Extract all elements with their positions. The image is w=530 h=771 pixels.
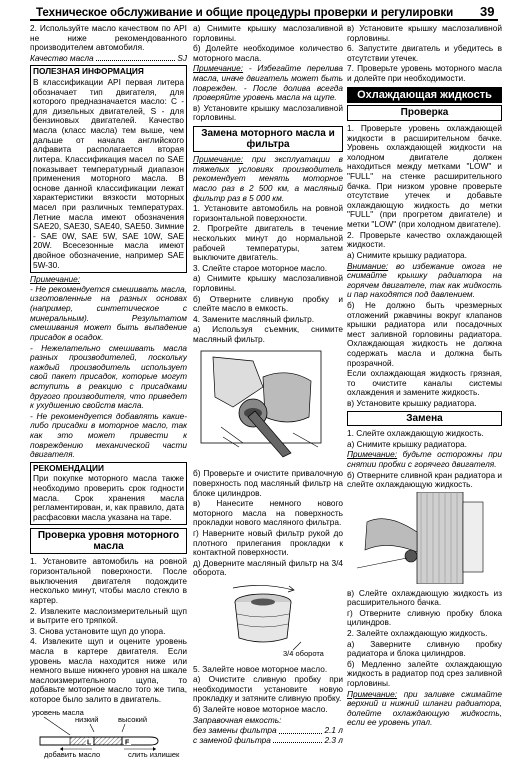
step: г) Отверните сливную пробку блока цилиндров.: [347, 607, 502, 628]
mark-f: F: [125, 739, 130, 747]
column-2: [193, 24, 343, 745]
page-title: Техническое обслуживание и общие процедуры проверки и регулировки: [36, 6, 454, 19]
capacity-row-label: с заменой фильтра: [193, 734, 271, 745]
capacity-row-value: 2.1 л: [324, 725, 343, 736]
info-box-text: В классификации API первая литера обозначает тип двигателя, для которого предназначается масло: С - для дизельных двигателей, S - для бензиновых двигателей. Качество масла (класс масла) тем выше, чем дальше от начала английского алфавита располагается вторая литера. Классификация масел по SAE показывает температурный диапазон применения моторного масла. В основе данной классификации лежат характеристики вязкости моторных масел при различных температурах. Летние масла имеют обозначения SAE20, SAE30, SAE40, SAE50. Зимние - SAE 0W, SAE 5W, SAE 10W, SAE 20W. Всесезонные масла имеют двойное обозначение, например SAE 5W-30.: [33, 77, 184, 270]
filter-removal-figure: [193, 347, 343, 468]
info-box-title: ПОЛЕЗНАЯ ИНФОРМАЦИЯ: [33, 66, 144, 77]
oil-quality-value: SJ: [177, 52, 187, 63]
oil-quality-label: Качество масла: [30, 52, 94, 63]
step: 4. Замените масляный фильтр.: [193, 313, 314, 324]
step: 6. Запустите двигатель и убедитесь в отсутствии утечек.: [347, 43, 502, 63]
warning-label: Внимание:: [347, 260, 389, 271]
column-3: [347, 24, 502, 729]
step: а) Очистите сливную пробку при необходимости установите новую прокладку и затяните сливную пробку.: [193, 674, 343, 704]
step: 3. Слейте старое моторное масло.: [193, 262, 328, 273]
recommendation-title: РЕКОМЕНДАЦИИ: [33, 462, 104, 473]
chapter-title-coolant: Охлаждающая жидкость: [347, 87, 502, 104]
dipstick-illustration: [30, 707, 187, 767]
step: а) Снимите крышку маслозаливной горловины.: [193, 24, 343, 43]
note-item: - Не рекомендуется добавлять какие-либо присадки в моторное масло, так как это может привести к повреждению механической части двигателя.: [30, 410, 187, 460]
step: а) Снимите крышку радиатора.: [347, 438, 467, 449]
step: 2. Извлеките маслоизмерительный щуп и вытрите его тряпкой.: [30, 605, 187, 626]
step: 1. Установите автомобиль на ровной горизонтальной поверхности.: [193, 203, 343, 223]
step: 1. Слейте охлаждающую жидкость.: [347, 428, 484, 439]
warning: [347, 262, 502, 300]
mark-l: L: [87, 739, 92, 747]
step: в) Слейте охлаждающую жидкость из расширительного бачка.: [347, 587, 502, 608]
step: в) Установите крышку радиатора.: [347, 398, 477, 409]
step: 2. Проверьте качество охлаждающей жидкости.: [347, 229, 502, 250]
note-text: при заливке сжимайте верхний и нижний шланги радиатора, долейте охлаждающую жидкость, если ее уровень упал.: [347, 688, 502, 728]
note-item: - Нежелательно смешивать масла разных производителей, поскольку каждый производитель использует свой пакет присадок, которые могут вступить в реакцию с присадками другого производителя, что приведет к ухудшению свойств масла.: [30, 342, 187, 411]
dot-leader: [273, 742, 323, 743]
page-header: [0, 0, 530, 22]
info-box: [30, 65, 187, 273]
step: д) Доверните масляный фильтр на 3/4 оборота.: [193, 557, 343, 578]
paragraph: 2. Используйте масло качеством по API не ниже рекомендованного производителем автомобиля.: [30, 24, 187, 53]
step: 1. Установите автомобиль на ровной горизонтальной поверхности. После выключения двигателя подождите несколько минут, чтобы масло стекло в картер.: [30, 556, 187, 605]
radiator-drain-figure: [347, 492, 502, 587]
high-label: высокий: [118, 714, 148, 724]
dot-leader: [96, 60, 176, 61]
note: [193, 64, 343, 102]
capacity-row-value: 2.3 л: [324, 734, 343, 745]
step: б) Долейте необходимое количество моторного масла.: [193, 43, 343, 63]
note-text: будьте осторожны при снятии пробки с горячего двигателя.: [347, 449, 502, 470]
filter-removal-illustration: [193, 347, 343, 465]
note-label: Примечание:: [193, 63, 244, 74]
step: б) Залейте новое моторное масло.: [193, 704, 328, 715]
section-title-oil-level: Проверка уровня моторного масла: [30, 528, 187, 554]
note-text: - Избегайте перелива масла, иначе двигатель может быть поврежден. - После долива всегда проверяйте уровень масла на щупе.: [193, 63, 343, 103]
step: 2. Прогрейте двигатель в течение нескольких минут до нормальной рабочей температуры, затем выключите двигатель.: [193, 223, 343, 263]
section-title-check: Проверка: [347, 105, 502, 121]
step: 3. Снова установите щуп до упора.: [30, 625, 166, 636]
warning-text: во избежание ожога не снимайте крышку радиатора на горячем двигателе, так как жидкость и пар находятся под давлением.: [347, 260, 502, 300]
oil-level-label: уровень масла: [32, 707, 84, 717]
step: б) Медленно залейте охлаждающую жидкость в радиатор под срез заливной горловины.: [347, 658, 502, 689]
note-label: Примечание:: [193, 154, 244, 165]
filter-install-figure: [193, 580, 343, 663]
step: г) Наверните новый фильтр рукой до плотного прилегания прокладки к контактной поверхности.: [193, 527, 343, 558]
step: а) Снимите крышку радиатора.: [347, 249, 467, 260]
filter-install-illustration: [193, 580, 343, 660]
note: [347, 450, 502, 469]
note-text: при эксплуатации в тяжелых условиях производитель рекомендует менять моторное масло раз в 2 500 км, а масляный фильтр раз в 5 000 км.: [193, 154, 343, 203]
note-label: Примечание:: [347, 688, 398, 699]
recommendation-text: При покупке моторного масла также необходимо проверить срок годности масла. Срок хранения масла регламентирован, и, как правило, дата расфасовки масла указана на таре.: [33, 473, 184, 522]
three-quarter-turn-label: 3/4 оборота: [283, 648, 324, 658]
section-title-replace: Замена: [347, 411, 502, 427]
page-number: 39: [480, 4, 495, 19]
dipstick-figure: [30, 707, 187, 770]
header-rule: [30, 19, 498, 21]
column-1: [30, 24, 187, 771]
step: в) Установите крышку маслозаливной горловины.: [347, 24, 502, 43]
capacity-label: Заправочная емкость:: [193, 714, 282, 725]
step: 7. Проверьте уровень моторного масла и долейте при необходимости.: [347, 63, 502, 84]
step: Если охлаждающая жидкость грязная, то очистите каналы системы охлаждения и замените жидкость.: [347, 368, 502, 398]
step: а) Заверните сливную пробку радиатора и блока цилиндров.: [347, 638, 502, 659]
step: 1. Проверьте уровень охлаждающей жидкости в расширительном бачке. Уровень охлаждающей жидкости на холодном двигателе должен находиться между метками "LOW" и "FULL" на стенке расширительного бачка. При низком уровне проверьте отсутствие утечек и добавьте охлаждающую жидкость до метки "FULL" (при прогретом двигателе) и метки "LOW" (при холодном двигателе).: [347, 123, 502, 230]
note-label: Примечание:: [347, 449, 398, 460]
step: 4. Извлеките щуп и оцените уровень масла в картере двигателя. Если уровень масла находится ниже или немного выше нижнего уровня на шкале маслоизмерительного щупа, то добавьте моторное масло того же типа, которое было залито в двигатель.: [30, 636, 187, 704]
oil-quality-line: [30, 54, 187, 64]
section-title-oil-change: Замена моторного масла и фильтра: [193, 126, 343, 152]
step: а) Снимите крышку маслозаливной горловины.: [193, 273, 343, 294]
radiator-drain-illustration: [347, 492, 502, 584]
step: б) Проверьте и очистите привалочную поверхность под масляный фильтр на блоке цилиндров.: [193, 468, 343, 498]
note-item: - Не рекомендуется смешивать масла, изготовленные на разных основах (например, синтетическое с минеральным). Результатом смешивания может быть выпадение присадок в осадок.: [30, 283, 187, 342]
step: в) Нанесите немного нового моторного масла на поверхность прокладки нового масляного фильтра.: [193, 498, 343, 528]
step: 5. Залейте новое моторное масло.: [193, 663, 328, 674]
step: а) Используя съемник, снимите масляный фильтр.: [193, 324, 343, 345]
capacity-row-label: без замены фильтра: [193, 725, 277, 736]
dot-leader: [279, 733, 323, 734]
step: б) Не должно быть чрезмерных отложений ржавчины вокруг клапанов крышки радиатора или посадочных мест заливной горловины радиатора. Охлаждающая жидкость не должна содержать масла и должна быть прозрачной.: [347, 299, 502, 368]
step: в) Установите крышку маслозаливной горловины.: [193, 102, 343, 123]
drain-excess-label: слить излишек: [128, 749, 180, 759]
add-oil-label: добавить масло: [44, 749, 101, 759]
note-label: Примечание:: [30, 274, 81, 285]
step: 2. Залейте охлаждающую жидкость.: [347, 627, 488, 638]
recommendation-box: [30, 462, 187, 526]
note: [193, 155, 343, 203]
note: [347, 690, 502, 728]
note-block: [30, 275, 187, 460]
low-label: низкий: [75, 714, 99, 724]
capacity-row: [193, 736, 343, 746]
step: б) Отверните сливную пробку и слейте масло в емкость.: [193, 293, 343, 314]
step: б) Отверните сливной кран радиатора и слейте охлаждающую жидкость.: [347, 469, 502, 490]
